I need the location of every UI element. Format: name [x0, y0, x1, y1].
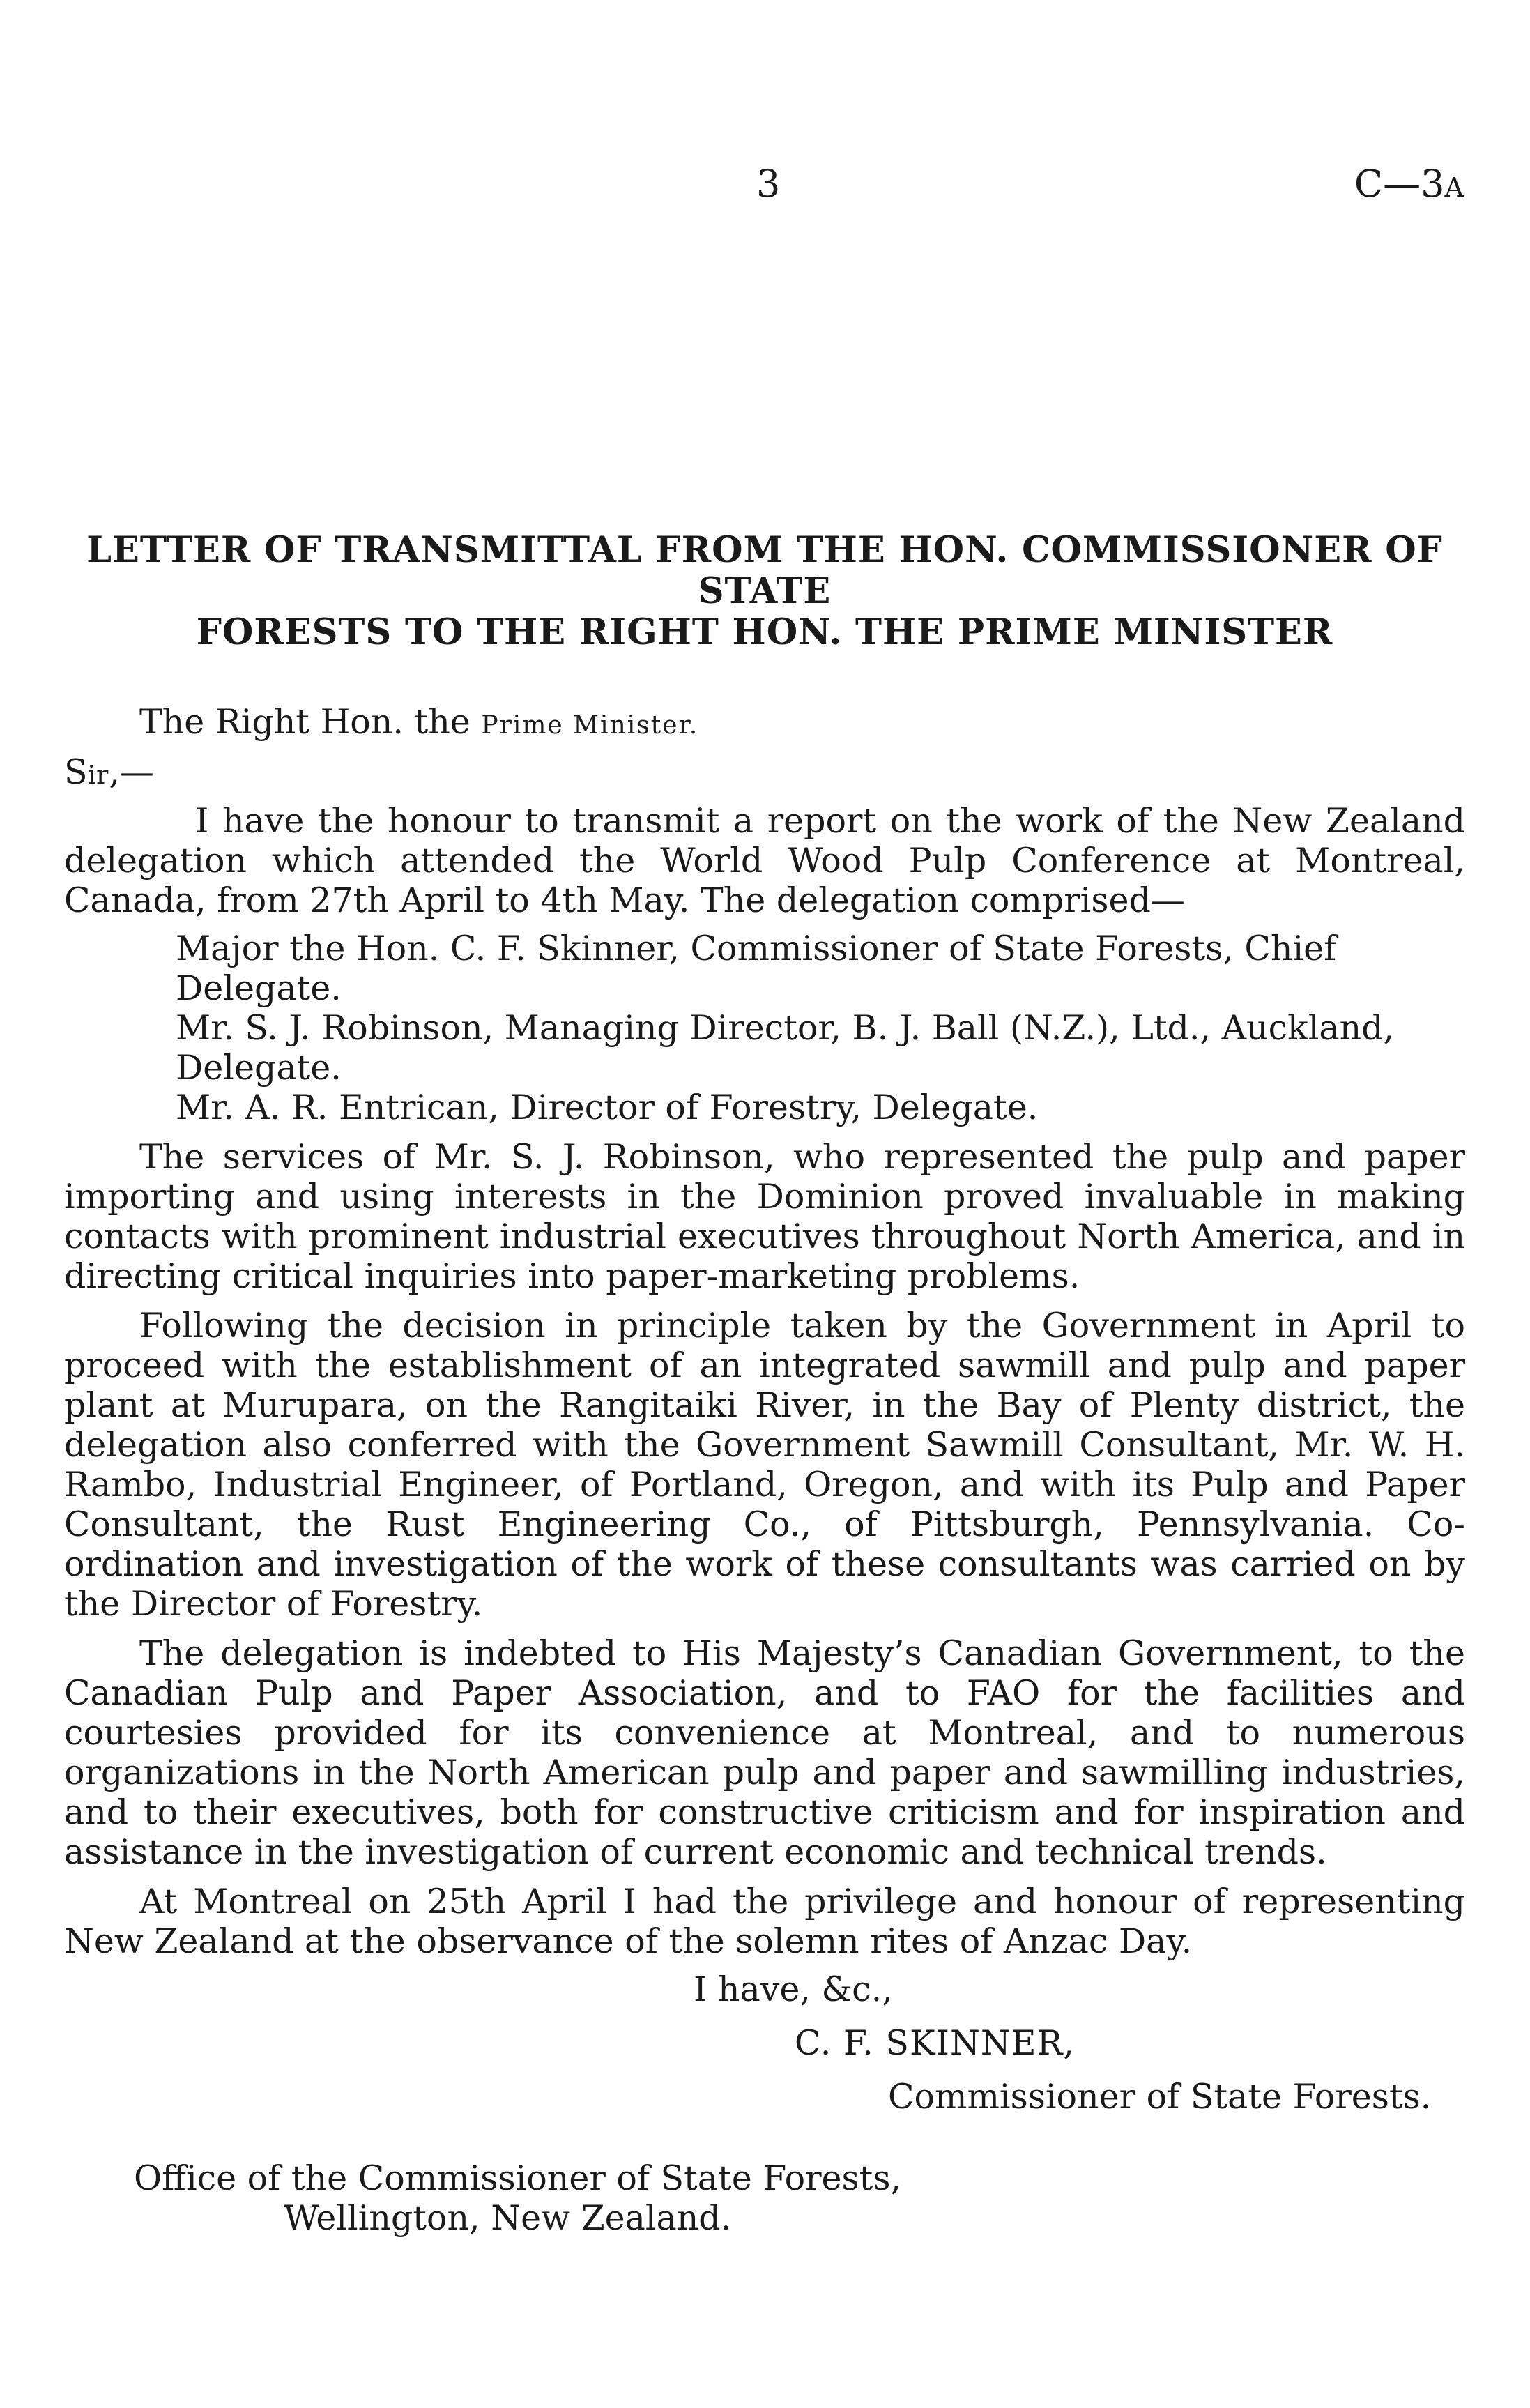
salutation-recipient: Prime Minister. [481, 711, 699, 740]
office-line-1: Office of the Commissioner of State Forests, [134, 2158, 902, 2198]
office-line-2: Wellington, New Zealand. [284, 2198, 732, 2238]
letter-title [64, 530, 1465, 653]
page-number: 3 [756, 162, 781, 206]
office-address [64, 2158, 1465, 2238]
member-item: Mr. S. J. Robinson, Managing Director, B. J. Ball (N.Z.), Ltd., Auckland, Delegate. [176, 1008, 1395, 1088]
letter-body [64, 530, 1465, 2238]
sir-rest: ir [87, 761, 109, 790]
sir-greeting [64, 752, 1465, 795]
delegation-members [64, 929, 1465, 1127]
closing-phrase: I have, &c., [694, 1969, 893, 2009]
document-code-suffix: A [1444, 172, 1464, 203]
title-line-2: FORESTS TO THE RIGHT HON. THE PRIME MINISTER [196, 611, 1333, 653]
document-code [1354, 162, 1464, 206]
signature-name: C. F. SKINNER, [795, 2023, 1075, 2063]
member-item: Major the Hon. C. F. Skinner, Commissioner of State Forests, Chief Delegate. [176, 929, 1337, 1008]
paragraph-services: The services of Mr. S. J. Robinson, who represented the pulp and paper importing and using interests in the Dominion proved invaluable in making contacts with prominent industrial executives throughout North America, and in directing critical inquiries into paper-marketing problems. [64, 1137, 1465, 1296]
salutation [64, 702, 1465, 745]
signature-title: Commissioner of State Forests. [888, 2077, 1432, 2117]
title-line-1: LETTER OF TRANSMITTAL FROM THE HON. COMMISSIONER OF STATE [86, 529, 1443, 612]
sir-initial: S [64, 752, 88, 792]
paragraph-following: Following the decision in principle taken by the Government in April to proceed with the establishment of an integrated sawmill and pulp and paper plant at Murupara, on the Rangitaiki River, in the Bay of Plenty district, the delegation also conferred with the Government Sawmill Consultant, Mr. W. H. Rambo, Industrial Engineer, of Portland, Oregon, and with its Pulp and Paper Consultant, the Rust Engineering Co., of Pittsburgh, Pennsylvania. Co-ordination and investigation of the work of these consultants was carried on by the Director of Forestry. [64, 1306, 1465, 1624]
document-code-main: C—3 [1354, 162, 1445, 206]
paragraph-intro: I have the honour to transmit a report on the work of the New Zealand delegation which attended the World Wood Pulp Conference at Montreal, Canada, from 27th April to 4th May. The delegation comprised— [64, 801, 1465, 920]
paragraph-montreal: At Montreal on 25th April I had the privilege and honour of representing New Zealand at the observance of the solemn rites of Anzac Day. [64, 1882, 1465, 1961]
salutation-prefix: The Right Hon. the [139, 702, 482, 742]
paragraph-indebted: The delegation is indebted to His Majesty’s Canadian Government, to the Canadian Pulp and Paper Association, and to FAO for the facilities and courtesies provided for its convenience at Montreal, and to numerous organizations in the North American pulp and paper and sawmilling industries, and to their executives, both for constructive criticism and for inspiration and assistance in the investigation of current economic and technical trends. [64, 1633, 1465, 1872]
member-item: Mr. A. R. Entrican, Director of Forestry, Delegate. [176, 1088, 1039, 1127]
sir-dash: ,— [109, 752, 154, 792]
